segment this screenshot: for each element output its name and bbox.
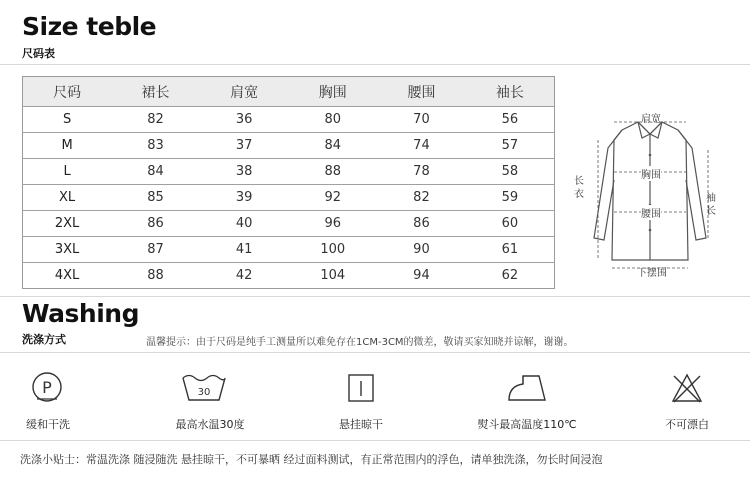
gentle-dry-clean-icon — [30, 370, 64, 404]
size-cell: 3XL — [23, 237, 112, 263]
chest-label: 胸围 — [641, 166, 661, 181]
size-cell: 4XL — [23, 263, 112, 289]
iron-icon — [505, 372, 549, 404]
measurement-cell: 58 — [466, 159, 555, 185]
no-bleach-icon — [670, 372, 704, 404]
measurement-cell: 59 — [466, 185, 555, 211]
size-cell: S — [23, 107, 112, 133]
notice-divider — [0, 352, 750, 353]
shirt-measurement-diagram — [570, 100, 745, 280]
shirt-outline — [594, 122, 706, 260]
measurement-cell: 86 — [377, 211, 466, 237]
measurement-cell: 56 — [466, 107, 555, 133]
measurement-cell: 61 — [466, 237, 555, 263]
length-label: 长衣 — [574, 176, 584, 200]
measurement-cell: 37 — [200, 133, 289, 159]
measurement-cell: 96 — [288, 211, 377, 237]
measurement-cell: 39 — [200, 185, 289, 211]
table-row — [23, 263, 555, 289]
measurement-cell: 42 — [200, 263, 289, 289]
wash-tub-icon — [180, 370, 228, 404]
measurement-cell: 78 — [377, 159, 466, 185]
measurement-notice: 温馨提示：由于尺码是纯手工测量所以难免存在1CM-3CM的微差，敬请买家知晓并谅解，谢谢。 — [146, 337, 574, 348]
measurement-cell: 84 — [111, 159, 200, 185]
measurement-cell: 41 — [200, 237, 289, 263]
measurement-cell: 82 — [111, 107, 200, 133]
hang-dry-icon — [347, 373, 375, 403]
size-cell: XL — [23, 185, 112, 211]
size-cell: 2XL — [23, 211, 112, 237]
measurement-cell: 88 — [111, 263, 200, 289]
washing-title: Washing — [22, 299, 139, 328]
wash-temp-number: 30 — [197, 387, 211, 398]
measurement-cell: 38 — [200, 159, 289, 185]
table-row — [23, 211, 555, 237]
table-row — [23, 159, 555, 185]
washing-subtitle: 洗涤方式 — [22, 333, 66, 346]
measurement-cell: 85 — [111, 185, 200, 211]
measurement-cell: 60 — [466, 211, 555, 237]
measurement-cell: 80 — [288, 107, 377, 133]
hem-label: 下摆围 — [637, 268, 667, 279]
size-table-subtitle: 尺码表 — [22, 47, 55, 60]
measurement-cell: 84 — [288, 133, 377, 159]
size-table-title: Size teble — [22, 12, 157, 41]
measurement-cell: 100 — [288, 237, 377, 263]
washing-tip: 洗涤小贴士：常温洗涤 随浸随洗 悬挂晾干，不可暴晒 经过面料测试，有正常范围内的浮色，请单独洗涤，勿长时间浸泡 — [20, 453, 603, 466]
column-header: 肩宽 — [200, 77, 289, 107]
measurement-cell: 94 — [377, 263, 466, 289]
washing-divider — [0, 296, 750, 297]
column-header: 裙长 — [111, 77, 200, 107]
measurement-cell: 62 — [466, 263, 555, 289]
shoulder-label: 肩宽 — [641, 114, 661, 125]
measurement-cell: 104 — [288, 263, 377, 289]
size-table-body — [23, 107, 555, 289]
care-label: 悬挂晾干 — [339, 418, 383, 431]
sleeve-label: 袖长 — [706, 193, 716, 217]
column-header: 胸围 — [288, 77, 377, 107]
measurement-cell: 74 — [377, 133, 466, 159]
waist-label: 腰围 — [641, 205, 661, 220]
header-divider — [0, 64, 750, 65]
table-row — [23, 237, 555, 263]
table-row — [23, 107, 555, 133]
column-header: 尺码 — [23, 77, 112, 107]
table-row — [23, 133, 555, 159]
measurement-cell: 57 — [466, 133, 555, 159]
size-table — [22, 76, 555, 289]
size-cell: M — [23, 133, 112, 159]
measurement-cell: 90 — [377, 237, 466, 263]
measurement-cell: 36 — [200, 107, 289, 133]
table-header-row — [23, 77, 555, 107]
tips-divider — [0, 440, 750, 441]
size-cell: L — [23, 159, 112, 185]
measurement-cell: 82 — [377, 185, 466, 211]
dry-clean-glyph: P — [42, 378, 52, 397]
measurement-cell: 70 — [377, 107, 466, 133]
measurement-cell: 83 — [111, 133, 200, 159]
column-header: 腰围 — [377, 77, 466, 107]
care-label: 最高水温30度 — [175, 418, 245, 431]
table-row — [23, 185, 555, 211]
care-label: 缓和干洗 — [26, 418, 70, 431]
measurement-cell: 92 — [288, 185, 377, 211]
care-label: 熨斗最高温度110℃ — [477, 418, 577, 431]
measurement-cell: 86 — [111, 211, 200, 237]
measurement-cell: 87 — [111, 237, 200, 263]
column-header: 袖长 — [466, 77, 555, 107]
measurement-cell: 88 — [288, 159, 377, 185]
care-label: 不可漂白 — [665, 418, 709, 431]
measurement-cell: 40 — [200, 211, 289, 237]
